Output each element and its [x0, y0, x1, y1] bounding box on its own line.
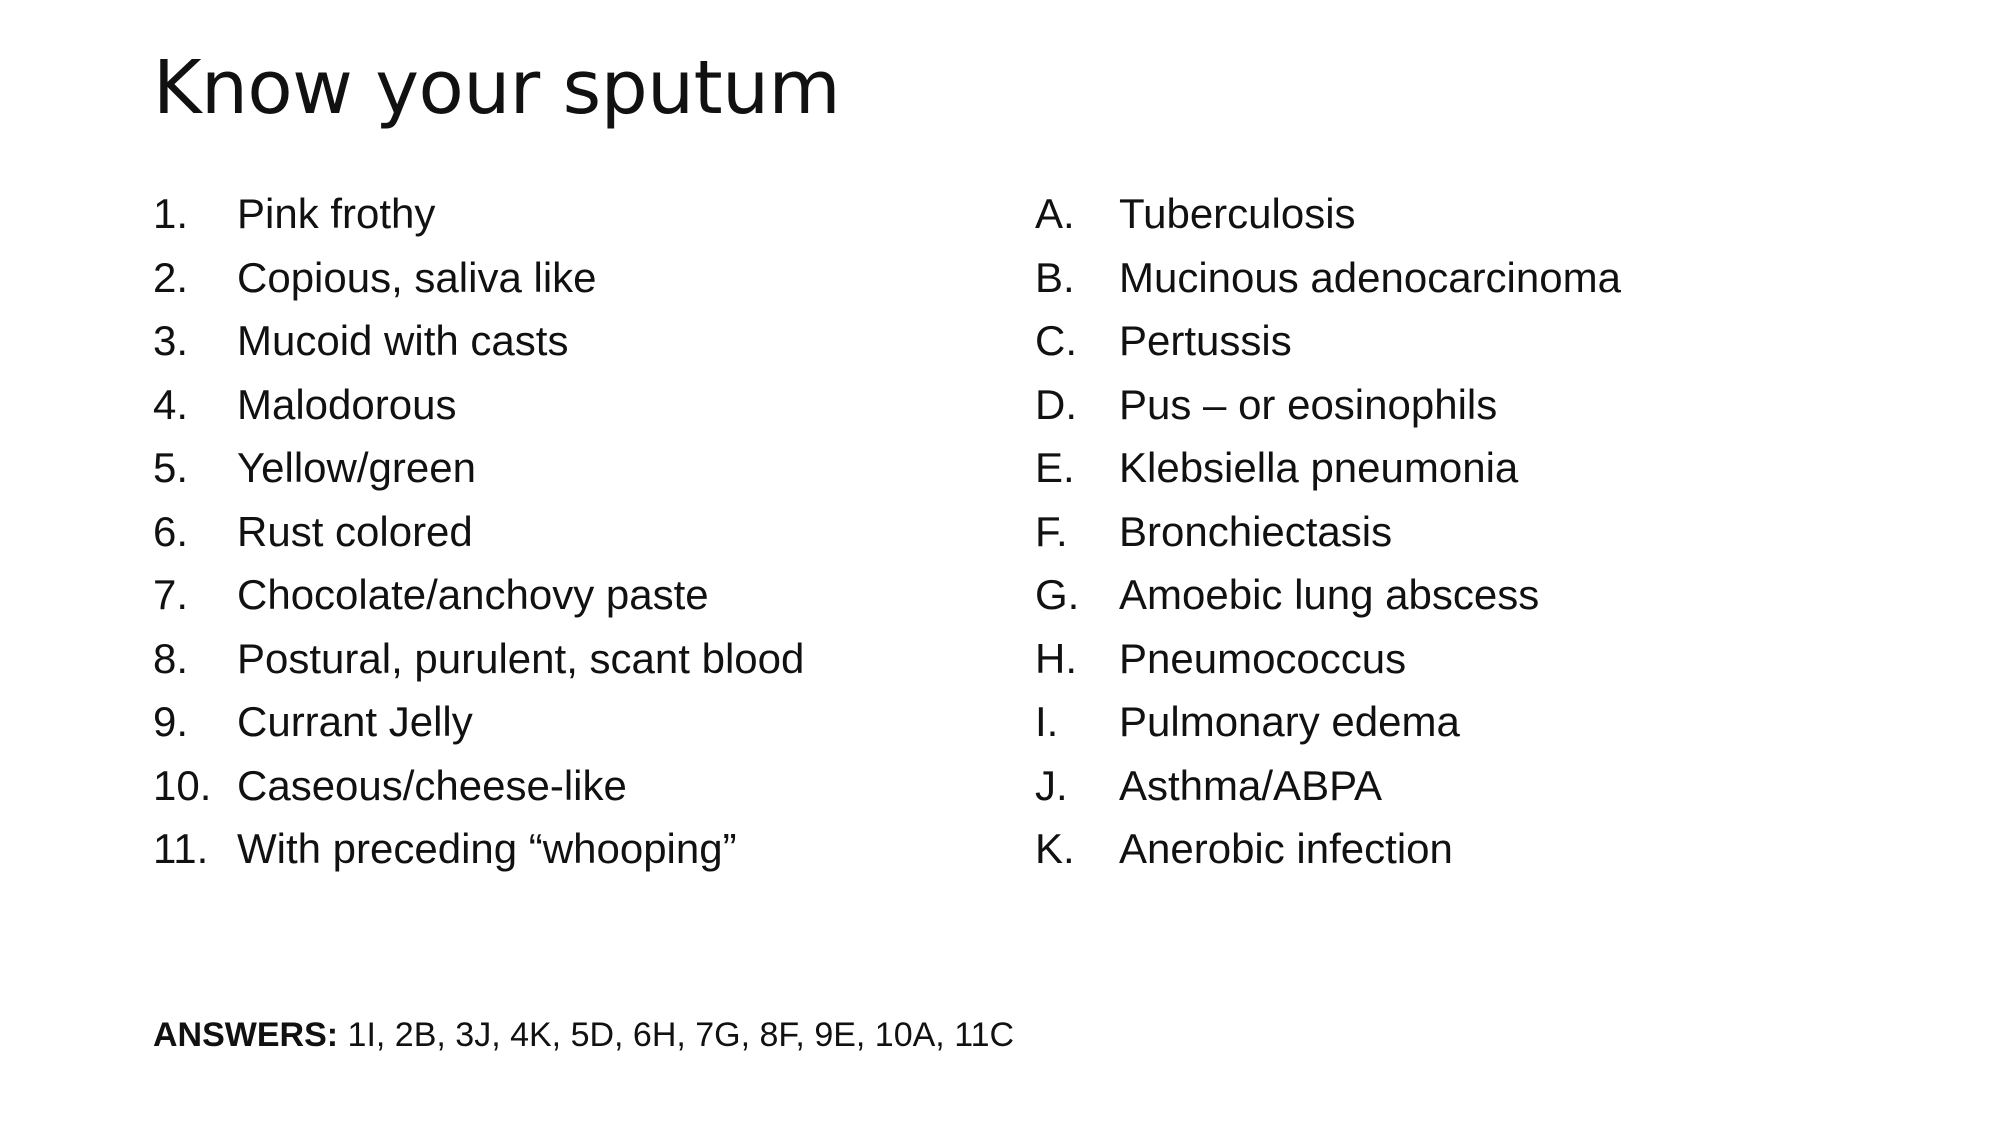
list-item — [1035, 373, 1835, 437]
item-text: Postural, purulent, scant blood — [237, 634, 805, 682]
item-text: Pneumococcus — [1119, 634, 1407, 682]
item-text: Bronchiectasis — [1119, 507, 1393, 555]
item-letter: H. — [1035, 634, 1077, 682]
list-item — [153, 563, 973, 627]
item-text: Tuberculosis — [1119, 190, 1356, 237]
list-item — [1035, 436, 1835, 500]
list-item — [153, 373, 973, 437]
list-item — [153, 754, 973, 818]
list-item — [153, 500, 973, 564]
item-text: Anerobic infection — [1119, 825, 1453, 872]
item-number: 7. — [153, 571, 189, 618]
list-item — [1035, 754, 1835, 818]
list-item — [153, 690, 973, 754]
answers-value: 1I, 2B, 3J, 4K, 5D, 6H, 7G, 8F, 9E, 10A, 11C — [338, 1016, 1015, 1054]
list-item — [1035, 690, 1835, 754]
item-letter: A. — [1035, 190, 1075, 237]
list-item — [1035, 563, 1835, 627]
list-item — [153, 436, 973, 500]
item-text: Currant Jelly — [237, 698, 473, 745]
item-text: Asthma/ABPA — [1119, 761, 1382, 809]
list-item — [1035, 627, 1835, 691]
diagnosis-list — [1035, 182, 1835, 881]
answers-label: ANSWERS: — [153, 1016, 339, 1054]
slide-title: Know your sputum — [153, 45, 841, 131]
list-item — [1035, 817, 1835, 881]
item-letter: C. — [1035, 317, 1077, 364]
item-number: 4. — [153, 380, 189, 428]
item-number: 1. — [153, 190, 189, 237]
list-item — [1035, 246, 1835, 310]
item-letter: I. — [1035, 698, 1059, 745]
item-letter: B. — [1035, 253, 1075, 301]
item-text: Mucoid with casts — [237, 317, 569, 364]
item-number: 9. — [153, 698, 189, 745]
list-item — [153, 246, 973, 310]
item-number: 11. — [153, 825, 209, 872]
item-text: Copious, saliva like — [237, 253, 597, 301]
list-item — [153, 817, 973, 881]
item-letter: F. — [1035, 507, 1068, 555]
list-item — [153, 309, 973, 373]
item-number: 5. — [153, 444, 189, 491]
item-text: Rust colored — [237, 507, 473, 555]
item-text: Chocolate/anchovy paste — [237, 571, 709, 618]
item-number: 3. — [153, 317, 189, 364]
item-letter: G. — [1035, 571, 1080, 618]
sputum-description-list — [153, 182, 973, 881]
item-number: 8. — [153, 634, 189, 682]
item-text: Klebsiella pneumonia — [1119, 444, 1519, 491]
item-text: Yellow/green — [237, 444, 476, 491]
item-text: Mucinous adenocarcinoma — [1119, 253, 1621, 301]
item-letter: E. — [1035, 444, 1075, 491]
list-item — [1035, 182, 1835, 246]
item-text: Pink frothy — [237, 190, 436, 237]
item-text: Amoebic lung abscess — [1119, 571, 1540, 618]
item-text: With preceding “whooping” — [237, 825, 737, 872]
list-item — [1035, 309, 1835, 373]
list-item — [153, 182, 973, 246]
item-number: 10. — [153, 761, 212, 809]
item-text: Pus – or eosinophils — [1119, 380, 1498, 428]
item-number: 6. — [153, 507, 189, 555]
list-item — [153, 627, 973, 691]
item-text: Pertussis — [1119, 317, 1292, 364]
item-text: Caseous/cheese-like — [237, 761, 627, 809]
item-text: Pulmonary edema — [1119, 698, 1460, 745]
item-letter: J. — [1035, 761, 1068, 809]
answers-line — [153, 1011, 1014, 1059]
item-number: 2. — [153, 253, 189, 301]
item-letter: D. — [1035, 380, 1077, 428]
item-letter: K. — [1035, 825, 1075, 872]
item-text: Malodorous — [237, 380, 457, 428]
list-item — [1035, 500, 1835, 564]
